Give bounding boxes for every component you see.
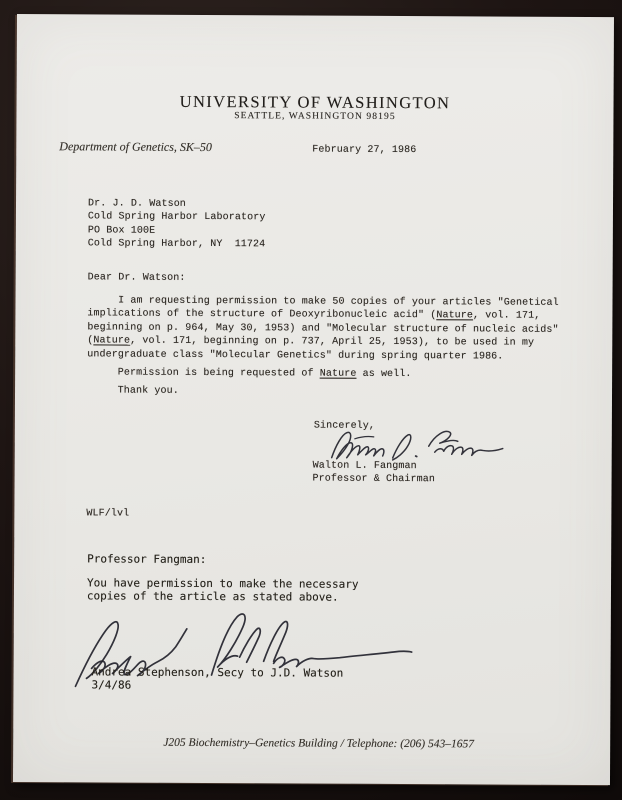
note-salutation: Professor Fangman: — [87, 552, 207, 566]
paragraph-text: I am requesting permission to make 50 copies of your articles "Genetical implications of the structure of Deoxyribonucleic acid" ( — [87, 295, 559, 322]
reference-initials: WLF/lvl — [86, 508, 130, 520]
note-line: You have permission to make the necessary — [86, 576, 359, 591]
note-line: copies of the article as stated above. — [86, 588, 339, 604]
letter-document — [13, 14, 614, 785]
letterhead-address: SEATTLE, WASHINGTON 98195 — [234, 111, 396, 122]
department-line: Department of Genetics, SK–50 — [59, 139, 212, 155]
recipient-line: Cold Spring Harbor, NY 11724 — [87, 238, 266, 251]
letterhead-university: UNIVERSITY OF WASHINGTON — [179, 91, 451, 113]
body-paragraph-1 — [87, 294, 559, 363]
sender-name: Walton L. Fangman — [312, 460, 417, 473]
note-date: 3/4/86 — [91, 678, 132, 692]
thank-you-line: Thank you. — [86, 385, 179, 397]
paragraph-text: as well. — [356, 368, 412, 381]
nature-underlined: Nature — [319, 368, 357, 380]
note-signer: Andrea Stephenson, Secy to J.D. Watson — [91, 665, 344, 680]
nature-underlined: Nature — [436, 310, 474, 322]
paragraph-text: Permission is being requested of — [87, 367, 320, 380]
sender-title: Professor & Chairman — [312, 473, 436, 486]
recipient-line: Cold Spring Harbor Laboratory — [87, 211, 266, 224]
paragraph-text: , vol. 171, beginning on p. 737, April 25, 1953), to be used in my undergraduate class "Molecular Genetics" during spring quarter 1986. — [87, 335, 535, 363]
closing-line: Sincerely, — [313, 420, 376, 432]
body-paragraph-2 — [87, 366, 412, 381]
paragraph-text: , vol. 171, beginning on p. 964, May 30, 1953) and "Molecular structure of nucleic acids" ( — [87, 310, 559, 347]
recipient-line: Dr. J. D. Watson — [87, 198, 186, 210]
recipient-line: PO Box 100E — [87, 225, 156, 237]
recipient-address — [88, 197, 266, 252]
salutation: Dear Dr. Watson: — [87, 272, 186, 284]
footer-address-line: J205 Biochemistry–Genetics Building / Telephone: (206) 543–1657 — [163, 736, 475, 751]
nature-underlined: Nature — [93, 335, 131, 347]
letter-date: February 27, 1986 — [312, 144, 417, 157]
